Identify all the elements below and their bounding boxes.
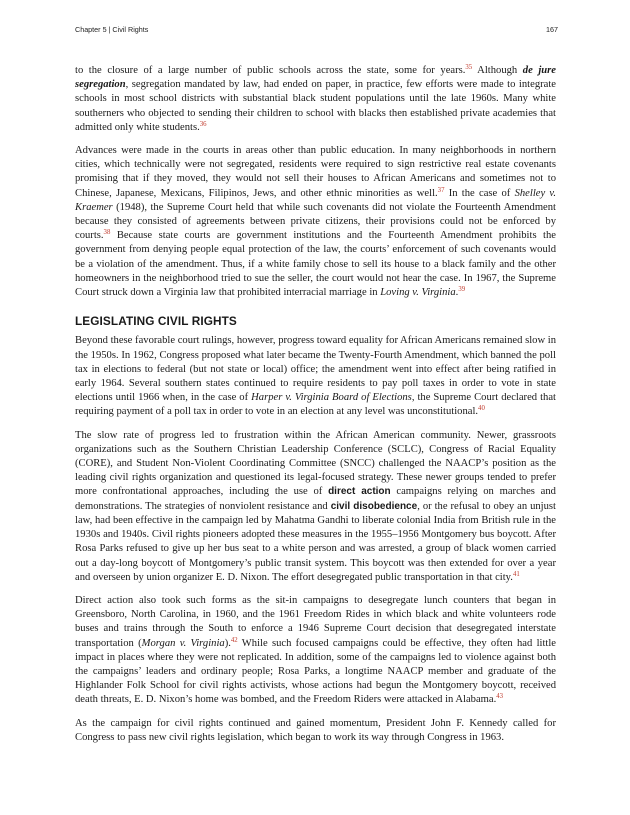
chapter-title: Chapter 5 | Civil Rights <box>75 25 149 34</box>
page-number: 167 <box>546 25 558 34</box>
text-run: campaigns relying on marches and demonstrations. The strategies of nonviolent resistance and <box>75 486 556 512</box>
footnote-ref[interactable]: 39 <box>458 286 466 294</box>
text-run: In the case of <box>444 187 515 199</box>
paragraph-5 <box>75 594 556 708</box>
paragraph-1 <box>75 64 556 135</box>
paragraph-2 <box>75 144 556 300</box>
footnote-ref[interactable]: 41 <box>512 570 520 578</box>
case-name: Morgan v. Virginia <box>141 637 225 649</box>
key-term: de jure segregation <box>75 65 557 91</box>
footnote-ref[interactable]: 42 <box>230 636 238 644</box>
key-term: direct action <box>328 486 391 498</box>
text-run: (1948), the Supreme Court held that while such covenants did not violate the Fourteenth Amendment because they consisted of agreements between private citizens, their provisions could not be enforced by courts. <box>75 201 556 242</box>
text-run: , or the refusal to obey an unjust law, had been effective in the campaign led by Mahatma Gandhi to liberate colonial India from British rule in the 1930s and 1940s. Civil rights pioneers adopted these measures in the 1955–1956 Montgomery bus boycott. After Rosa Parks refused to give up her bus seat to a white person and was arrested, a group of black women carried out a day-long boycott of Montgomery’s public transit system. This boycott was then extended for over a year and overseen by union organizer E. D. Nixon. The effort desegregated public transportation in that city. <box>75 500 556 583</box>
text-run: . <box>455 287 459 299</box>
text-run: Beyond these favorable court rulings, however, progress toward equality for African Americans remained slow in the 1950s. In 1962, Congress proposed what later became the Twenty-Fourth Amendment, which banned the poll tax in elections to federal (but not state or local) office; the amendment went into effect after being ratified in early 1964. Several southern states continued to require residents to pay poll taxes in order to vote in state elections until 1966 when, in the case of <box>75 335 556 404</box>
text-run: Direct action also took such forms as the sit-in campaigns to desegregate lunch counters that began in Greensboro, North Carolina, in 1960, and the 1961 Freedom Rides in which black and white volunteers rode buses and trains through the South to enforce a 1946 Supreme Court decision that desegregated interstate transportation ( <box>75 594 556 649</box>
running-header <box>75 25 558 34</box>
footnote-ref[interactable]: 40 <box>478 405 485 413</box>
text-run: ). <box>224 637 231 649</box>
footnote-ref[interactable]: 37 <box>437 186 445 194</box>
case-name: Shelley v. Kraemer <box>75 187 556 213</box>
paragraph-4 <box>75 429 556 585</box>
case-name: Harper v. Virginia Board of Elections <box>251 392 412 404</box>
section-heading: LEGISLATING CIVIL RIGHTS <box>75 314 237 329</box>
text-run: While such focused campaigns could be effective, they often had little impact in places where they were not replicated. In addition, some of the campaigns led to violence against both the campaigns’ leaders and ordinary people; Rosa Parks, a longtime NAACP member and graduate of the Highlander Folk School for civil rights activists, whose actions had begun the Montgomery boycott, received death threats, E. D. Nixon’s home was bombed, and the Freedom Riders were attacked in Alabama. <box>75 637 556 706</box>
text-run: , the Supreme Court declared that requiring payment of a poll tax in order to vote in an election at any level was unconstitutional. <box>75 392 556 418</box>
text-run: As the campaign for civil rights continued and gained momentum, President John F. Kennedy called for Congress to pass new civil rights legislation, which began to work its way through Congress in 1963. <box>75 717 556 743</box>
text-run: Although <box>472 65 523 76</box>
case-name: Loving v. Virginia <box>380 287 456 299</box>
main-text <box>75 64 556 754</box>
text-run: The slow rate of progress led to frustration within the African American community. Newer, grassroots organizations such as the Southern Christian Leadership Conference (SCLC), Congress of Racial Equality (CORE), and Student Non-Violent Coordinating Committee (SNCC) challenged the NAACP’s position as the leading civil rights organization and questioned its legal-focused strategy. These newer groups tended to prefer more confrontational approaches, including the use of <box>75 429 556 498</box>
paragraph-6 <box>75 717 556 745</box>
paragraph-3 <box>75 334 556 419</box>
footnote-ref[interactable]: 35 <box>465 64 473 71</box>
key-term: civil disobedience <box>330 500 418 512</box>
text-run: , segregation mandated by law, had ended on paper, in practice, few efforts were made to integrate schools in most school districts with substantial black student populations until the late 1960s. Many white southerners who objected to sending their children to school with blacks then established private academies that admitted only white students. <box>75 79 556 133</box>
footnote-ref[interactable]: 43 <box>496 693 504 701</box>
text-run: Advances were made in the courts in areas other than public education. In many neighborhoods in northern cities, which technically were not segregated, residents were required to sign restrictive real estate covenants promising that if they moved, they would not sell their houses to African Americans and sometimes not to Chinese, Japanese, Mexicans, Filipinos, Jews, and other ethnic minorities as well. <box>75 145 556 199</box>
text-run: to the closure of a large number of public schools across the state, some for years. <box>75 65 466 76</box>
text-run: Because state courts are government institutions and the Fourteenth Amendment prohibits the government from denying people equal protection of the law, the courts’ enforcement of such covenants would be a violation of the amendment. Thus, if a white family chose to sell its house to a black family and the other homeowners in the neighborhood tried to sue the seller, the court would not hear the case. In 1967, the Supreme Court struck down a Virginia law that prohibited interracial marriage in <box>75 230 556 299</box>
footnote-ref[interactable]: 36 <box>199 120 207 128</box>
footnote-ref[interactable]: 38 <box>103 229 111 237</box>
